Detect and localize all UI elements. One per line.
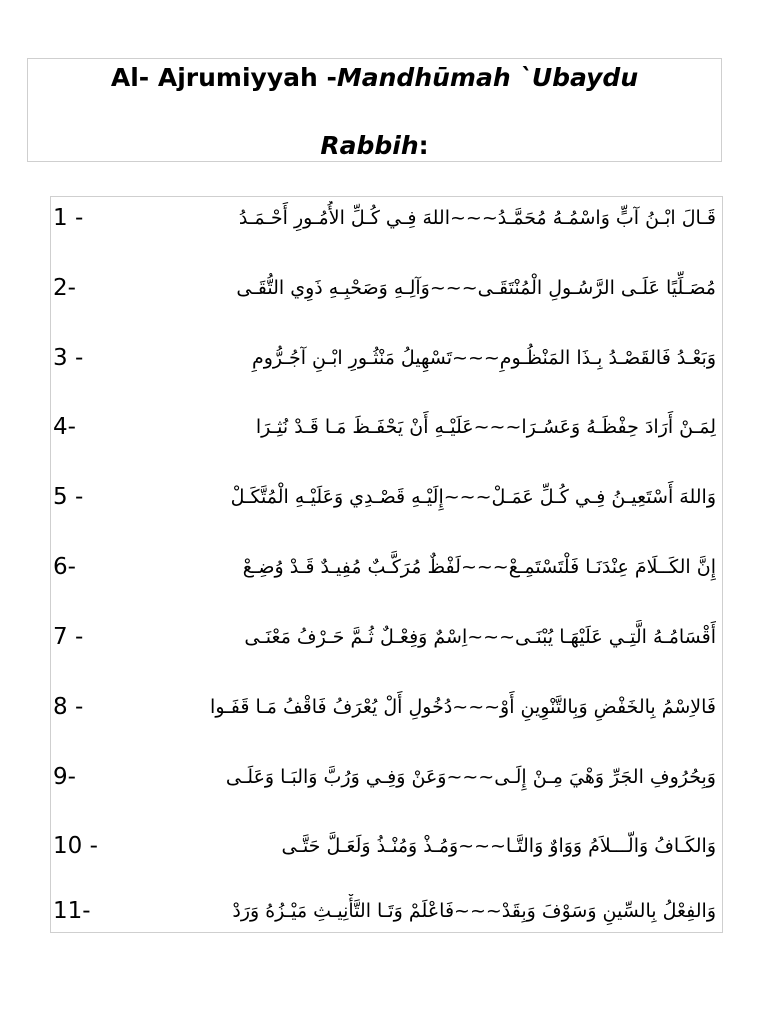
verse-text: وَالكَـافُ وَالّـــلاَمُ وَوَاوٌ وَالتَّـا~~~وَمُـذْ وَمُنْـذُ وَلَعَـلَّ حَتَّـى — [281, 835, 716, 857]
verse-number: 8 - — [53, 694, 84, 720]
verse-row — [51, 406, 722, 450]
verse-text: لِمَـنْ أَرَادَ حِفْظَـهُ وَعَسُـرَا~~~عَلَيْـهِ أَنْ يَحْفَـظَ مَـا قَـدْ نُثِـرَا — [255, 416, 716, 438]
title-line-2 — [28, 131, 721, 161]
verse-number: 4- — [53, 414, 76, 440]
verse-number: 1 - — [53, 205, 84, 231]
verse-text: وَبِحُرُوفِ الجَرِّ وَهْيَ مِـنْ إِلَـى~~~وَعَنْ وَفِـي وَرُبَّ وَالبَـا وَعَلَـى — [225, 766, 716, 788]
verse-row — [51, 756, 722, 800]
title-line-1 — [28, 63, 721, 93]
verse-text: مُصَـلِّيًا عَلَـى الرَّسُـولِ الْمُنْتَقَـى~~~وَآلِـهِ وَصَحْبِـهِ ذَوِي التُّقَـى — [236, 277, 716, 299]
verse-number: 3 - — [53, 345, 84, 371]
verse-row — [51, 616, 722, 660]
verse-number: 10 - — [53, 833, 98, 859]
verses-table — [50, 196, 723, 933]
verse-row — [51, 476, 722, 520]
verse-text: وَبَعْـدُ فَالقَصْـدُ بِـذَا المَنْظُـومِ~~~تَسْهِيلُ مَنْثُـورِ ابْـنِ آجُـرُّومِ — [251, 347, 716, 369]
verse-text: وَالفِعْلُ بِالسِّينِ وَسَوْفَ وَبِقَدْ~~~فَاعْلَمْ وَتَـا التَّأْنِيـثِ مَيْـزُهُ وَرَدْ — [232, 900, 716, 922]
verse-text: إِنَّ الكَــلَامَ عِنْدَنَـا فَلْتَسْتَمِـعْ~~~لَفْظٌ مُرَكَّـبٌ مُفِيـدٌ قَـدْ وُضِـعْ — [242, 556, 716, 578]
verse-row — [51, 267, 722, 311]
verse-text: أَقْسَامُـهُ الَّتِـي عَلَيْهَـا يُبْنَـى~~~اِسْمٌ وَفِعْـلٌ ثُـمَّ حَـرْفُ مَعْنَـى — [244, 626, 716, 648]
verse-text: وَاللهَ أَسْتَعِيـنُ فِـي كُـلِّ عَمَـلْ~~~إِلَيْـهِ قَصْـدِي وَعَلَيْـهِ الْمُتَّكَـلْ — [230, 486, 716, 508]
verse-text: قَـالَ ابْـنُ آبٍّ وَاسْمُـهُ مُحَمَّـدُ~~~اللهَ فِـي كُـلِّ الأُمُـورِ أَحْـمَـدُ — [238, 207, 716, 229]
title-box — [27, 58, 722, 162]
verse-text: فَالاِسْمُ بِالخَفْضِ وَبِالتَّنْوِينِ أَوْ~~~دُخُولِ أَلْ يُعْرَفُ فَاقْفُ مَـا قَفَـوا — [210, 696, 716, 718]
verse-number: 11- — [53, 898, 91, 924]
verse-row — [51, 546, 722, 590]
verse-row — [51, 890, 722, 934]
title-prefix: Al- Ajrumiyyah - — [110, 63, 337, 92]
verse-number: 6- — [53, 554, 76, 580]
verse-row — [51, 825, 722, 869]
verse-number: 9- — [53, 764, 76, 790]
verse-number: 2- — [53, 275, 76, 301]
verse-row — [51, 197, 722, 241]
title-italic-part: Mandhūmah `Ubaydu — [336, 63, 639, 92]
verse-row — [51, 337, 722, 381]
title-colon: : — [418, 131, 429, 160]
verse-row — [51, 686, 722, 730]
separator-strip — [50, 166, 723, 196]
verse-number: 5 - — [53, 484, 84, 510]
title-rabbih: Rabbih — [320, 131, 419, 160]
verse-number: 7 - — [53, 624, 84, 650]
